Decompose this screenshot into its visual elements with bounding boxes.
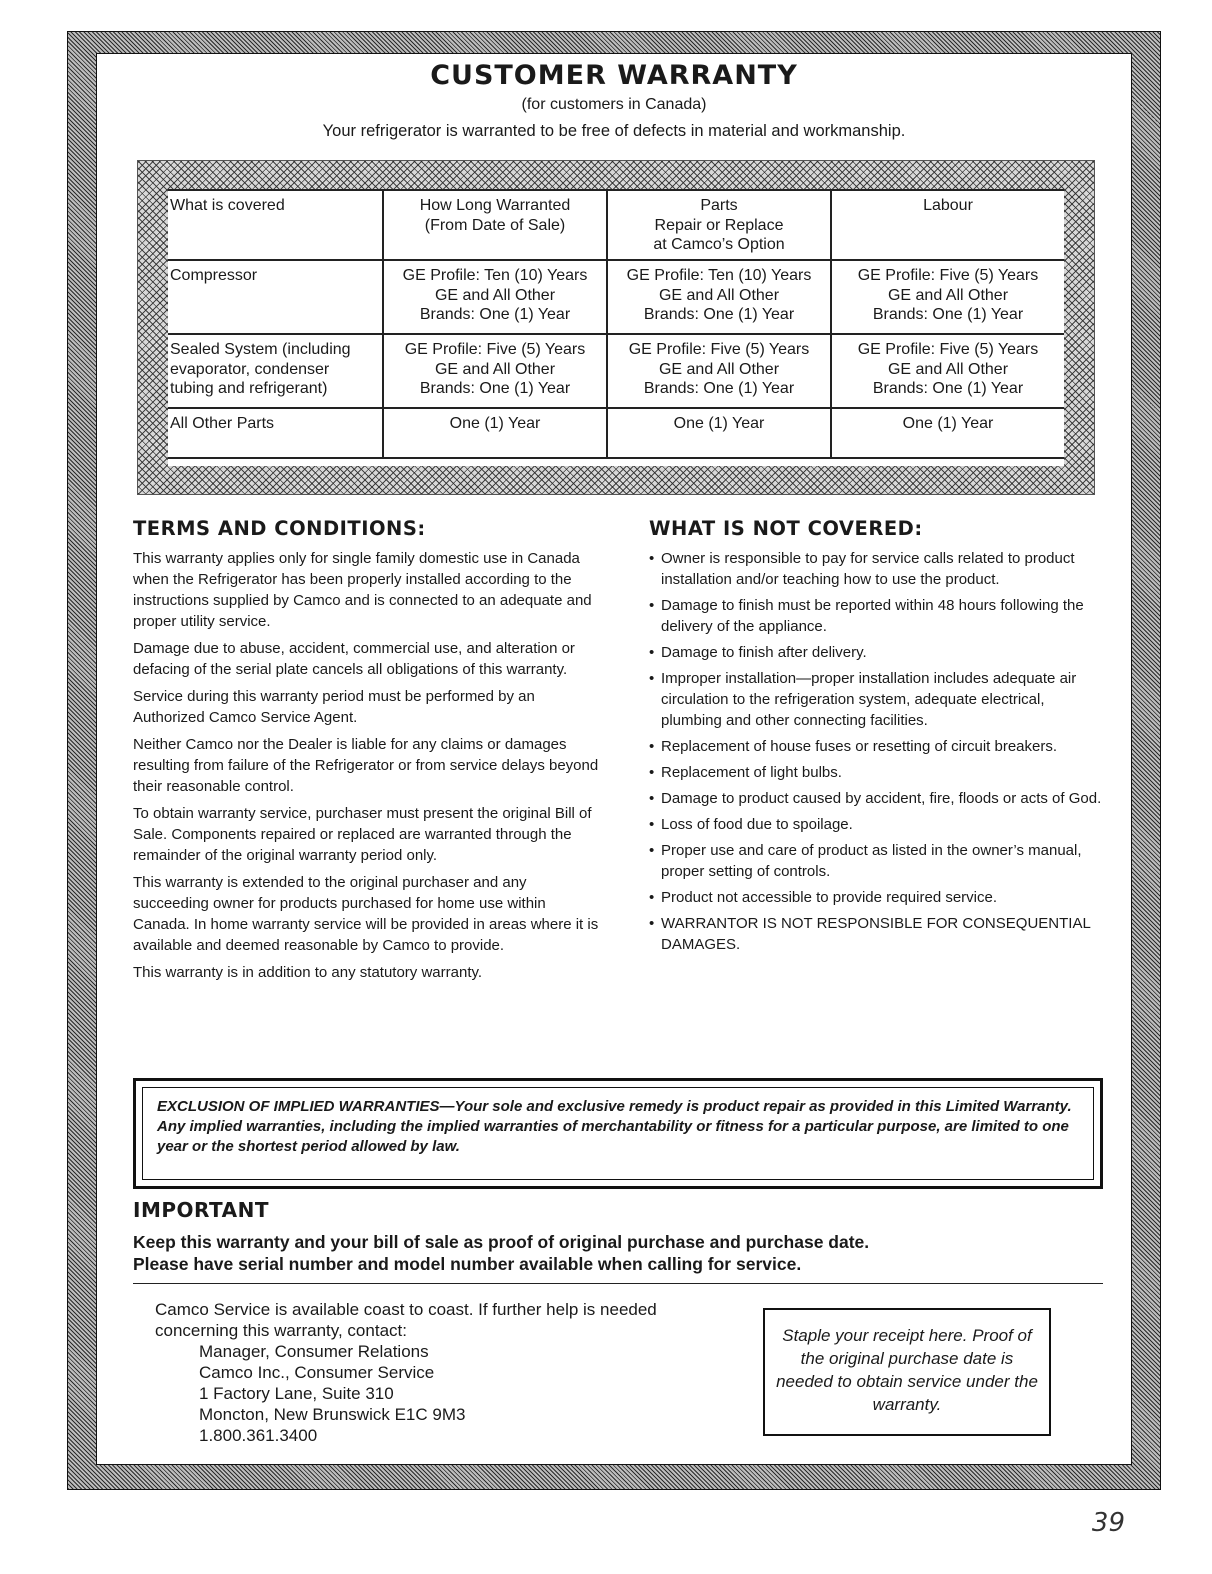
list-item: • Damage to product caused by accident, fire, floods or acts of God. xyxy=(649,788,1109,809)
table-cell: GE Profile: Five (5) Years GE and All Other Brands: One (1) Year xyxy=(383,334,607,408)
staple-receipt-box: Staple your receipt here. Proof of the original purchase date is needed to obtain service under the warranty. xyxy=(763,1308,1051,1436)
table-cell: GE Profile: Five (5) Years GE and All Other Brands: One (1) Year xyxy=(831,260,1064,334)
table-cell: All Other Parts xyxy=(170,415,275,432)
table-cell: GE Profile: Ten (10) Years GE and All Other Brands: One (1) Year xyxy=(607,260,831,334)
address-line: Manager, Consumer Relations xyxy=(199,1342,429,1361)
terms-heading: TERMS AND CONDITIONS: xyxy=(133,517,426,540)
list-item: • Improper installation—proper installation includes adequate air circulation to the refrigeration system, adequate electrical, plumbing and other connecting facilities. xyxy=(649,668,1109,731)
terms-section xyxy=(133,517,603,989)
not-covered-heading: WHAT IS NOT COVERED: xyxy=(649,517,923,540)
terms-paragraph: This warranty applies only for single family domestic use in Canada when the Refrigerator has been properly installed according to the instructions supplied by Camco and is connected to an adequate and proper utility service. xyxy=(133,550,592,630)
table-row xyxy=(168,408,1064,458)
table-header-cell: Parts Repair or Replace at Camco’s Option xyxy=(607,190,831,260)
terms-paragraph: To obtain warranty service, purchaser must present the original Bill of Sale. Components repaired or replaced are warranted through the remainder of the original warranty period only. xyxy=(133,805,592,864)
table-row xyxy=(168,334,1064,408)
page-number: 39 xyxy=(1091,1508,1125,1538)
list-item: • WARRANTOR IS NOT RESPONSIBLE FOR CONSEQUENTIAL DAMAGES. xyxy=(649,913,1109,955)
terms-paragraph: Damage due to abuse, accident, commercial use, and alteration or defacing of the serial plate cancels all obligations of this warranty. xyxy=(133,640,575,678)
important-line-2: Please have serial number and model number available when calling for service. xyxy=(133,1254,802,1274)
exclusion-box xyxy=(133,1078,1103,1189)
page-border xyxy=(67,31,1161,1490)
exclusion-text: EXCLUSION OF IMPLIED WARRANTIES—Your sole and exclusive remedy is product repair as provided in this Limited Warranty. Any implied warranties, including the implied warranties of merchantability or fitness for a particular purpose, are limited to one year or the shortest period allowed by law. xyxy=(142,1087,1094,1180)
table-row xyxy=(168,260,1064,334)
table-cell: Compressor xyxy=(170,267,258,284)
table-cell: GE Profile: Ten (10) Years GE and All Other Brands: One (1) Year xyxy=(383,260,607,334)
not-covered-section xyxy=(649,517,1109,960)
address-line: 1 Factory Lane, Suite 310 xyxy=(199,1384,394,1403)
terms-paragraph: This warranty is in addition to any statutory warranty. xyxy=(133,964,483,981)
table-cell: One (1) Year xyxy=(831,408,1064,458)
list-item: • Damage to finish after delivery. xyxy=(649,642,1109,663)
list-item: • Product not accessible to provide required service. xyxy=(649,887,1109,908)
table-header-cell: What is covered xyxy=(170,197,285,214)
warranty-table-container xyxy=(168,189,1064,466)
phone-number: 1.800.361.3400 xyxy=(199,1426,318,1445)
list-item: • Replacement of house fuses or resetting of circuit breakers. xyxy=(649,736,1109,757)
address-line: Moncton, New Brunswick E1C 9M3 xyxy=(199,1405,466,1424)
page-title: CUSTOMER WARRANTY xyxy=(430,60,798,91)
address-line: Camco Inc., Consumer Service xyxy=(199,1363,435,1382)
table-header-cell: Labour xyxy=(831,190,1064,260)
list-item: • Damage to finish must be reported within 48 hours following the delivery of the appliance. xyxy=(649,595,1109,637)
table-cell: GE Profile: Five (5) Years GE and All Other Brands: One (1) Year xyxy=(607,334,831,408)
terms-paragraph: This warranty is extended to the original purchaser and any succeeding owner for products purchased for home use within Canada. In home warranty service will be provided in areas where it is available and deemed reasonable by Camco to provide. xyxy=(133,874,599,954)
list-item: • Replacement of light bulbs. xyxy=(649,762,1109,783)
table-cell: GE Profile: Five (5) Years GE and All Other Brands: One (1) Year xyxy=(831,334,1064,408)
page-subtitle: (for customers in Canada) xyxy=(521,96,707,113)
service-contact xyxy=(155,1299,675,1446)
list-item: • Owner is responsible to pay for service calls related to product installation and/or teaching how to use the product. xyxy=(649,548,1109,590)
contact-address xyxy=(199,1341,675,1446)
terms-paragraph: Neither Camco nor the Dealer is liable for any claims or damages resulting from failure of the Refrigerator or from service delays beyond their reasonable control. xyxy=(133,736,599,795)
important-line-1: Keep this warranty and your bill of sale as proof of original purchase and purchase date. xyxy=(133,1232,870,1252)
warranty-table-frame xyxy=(137,160,1095,495)
divider xyxy=(133,1283,1103,1284)
warranty-table xyxy=(168,189,1064,459)
warranty-page xyxy=(96,53,1132,1465)
list-item: • Proper use and care of product as listed in the owner’s manual, proper setting of controls. xyxy=(649,840,1109,882)
table-header-row xyxy=(168,190,1064,260)
table-cell: Sealed System (including evaporator, condenser tubing and refrigerant) xyxy=(170,341,351,397)
table-cell: One (1) Year xyxy=(383,408,607,458)
table-header-cell: How Long Warranted (From Date of Sale) xyxy=(383,190,607,260)
intro-text: Your refrigerator is warranted to be free of defects in material and workmanship. xyxy=(322,122,906,140)
list-item: • Loss of food due to spoilage. xyxy=(649,814,1109,835)
service-intro: Camco Service is available coast to coast. If further help is needed concerning this warranty, contact: xyxy=(155,1300,657,1340)
important-heading: IMPORTANT xyxy=(133,1198,269,1222)
not-covered-list xyxy=(649,548,1109,955)
terms-paragraph: Service during this warranty period must be performed by an Authorized Camco Service Agent. xyxy=(133,688,535,726)
table-cell: One (1) Year xyxy=(607,408,831,458)
